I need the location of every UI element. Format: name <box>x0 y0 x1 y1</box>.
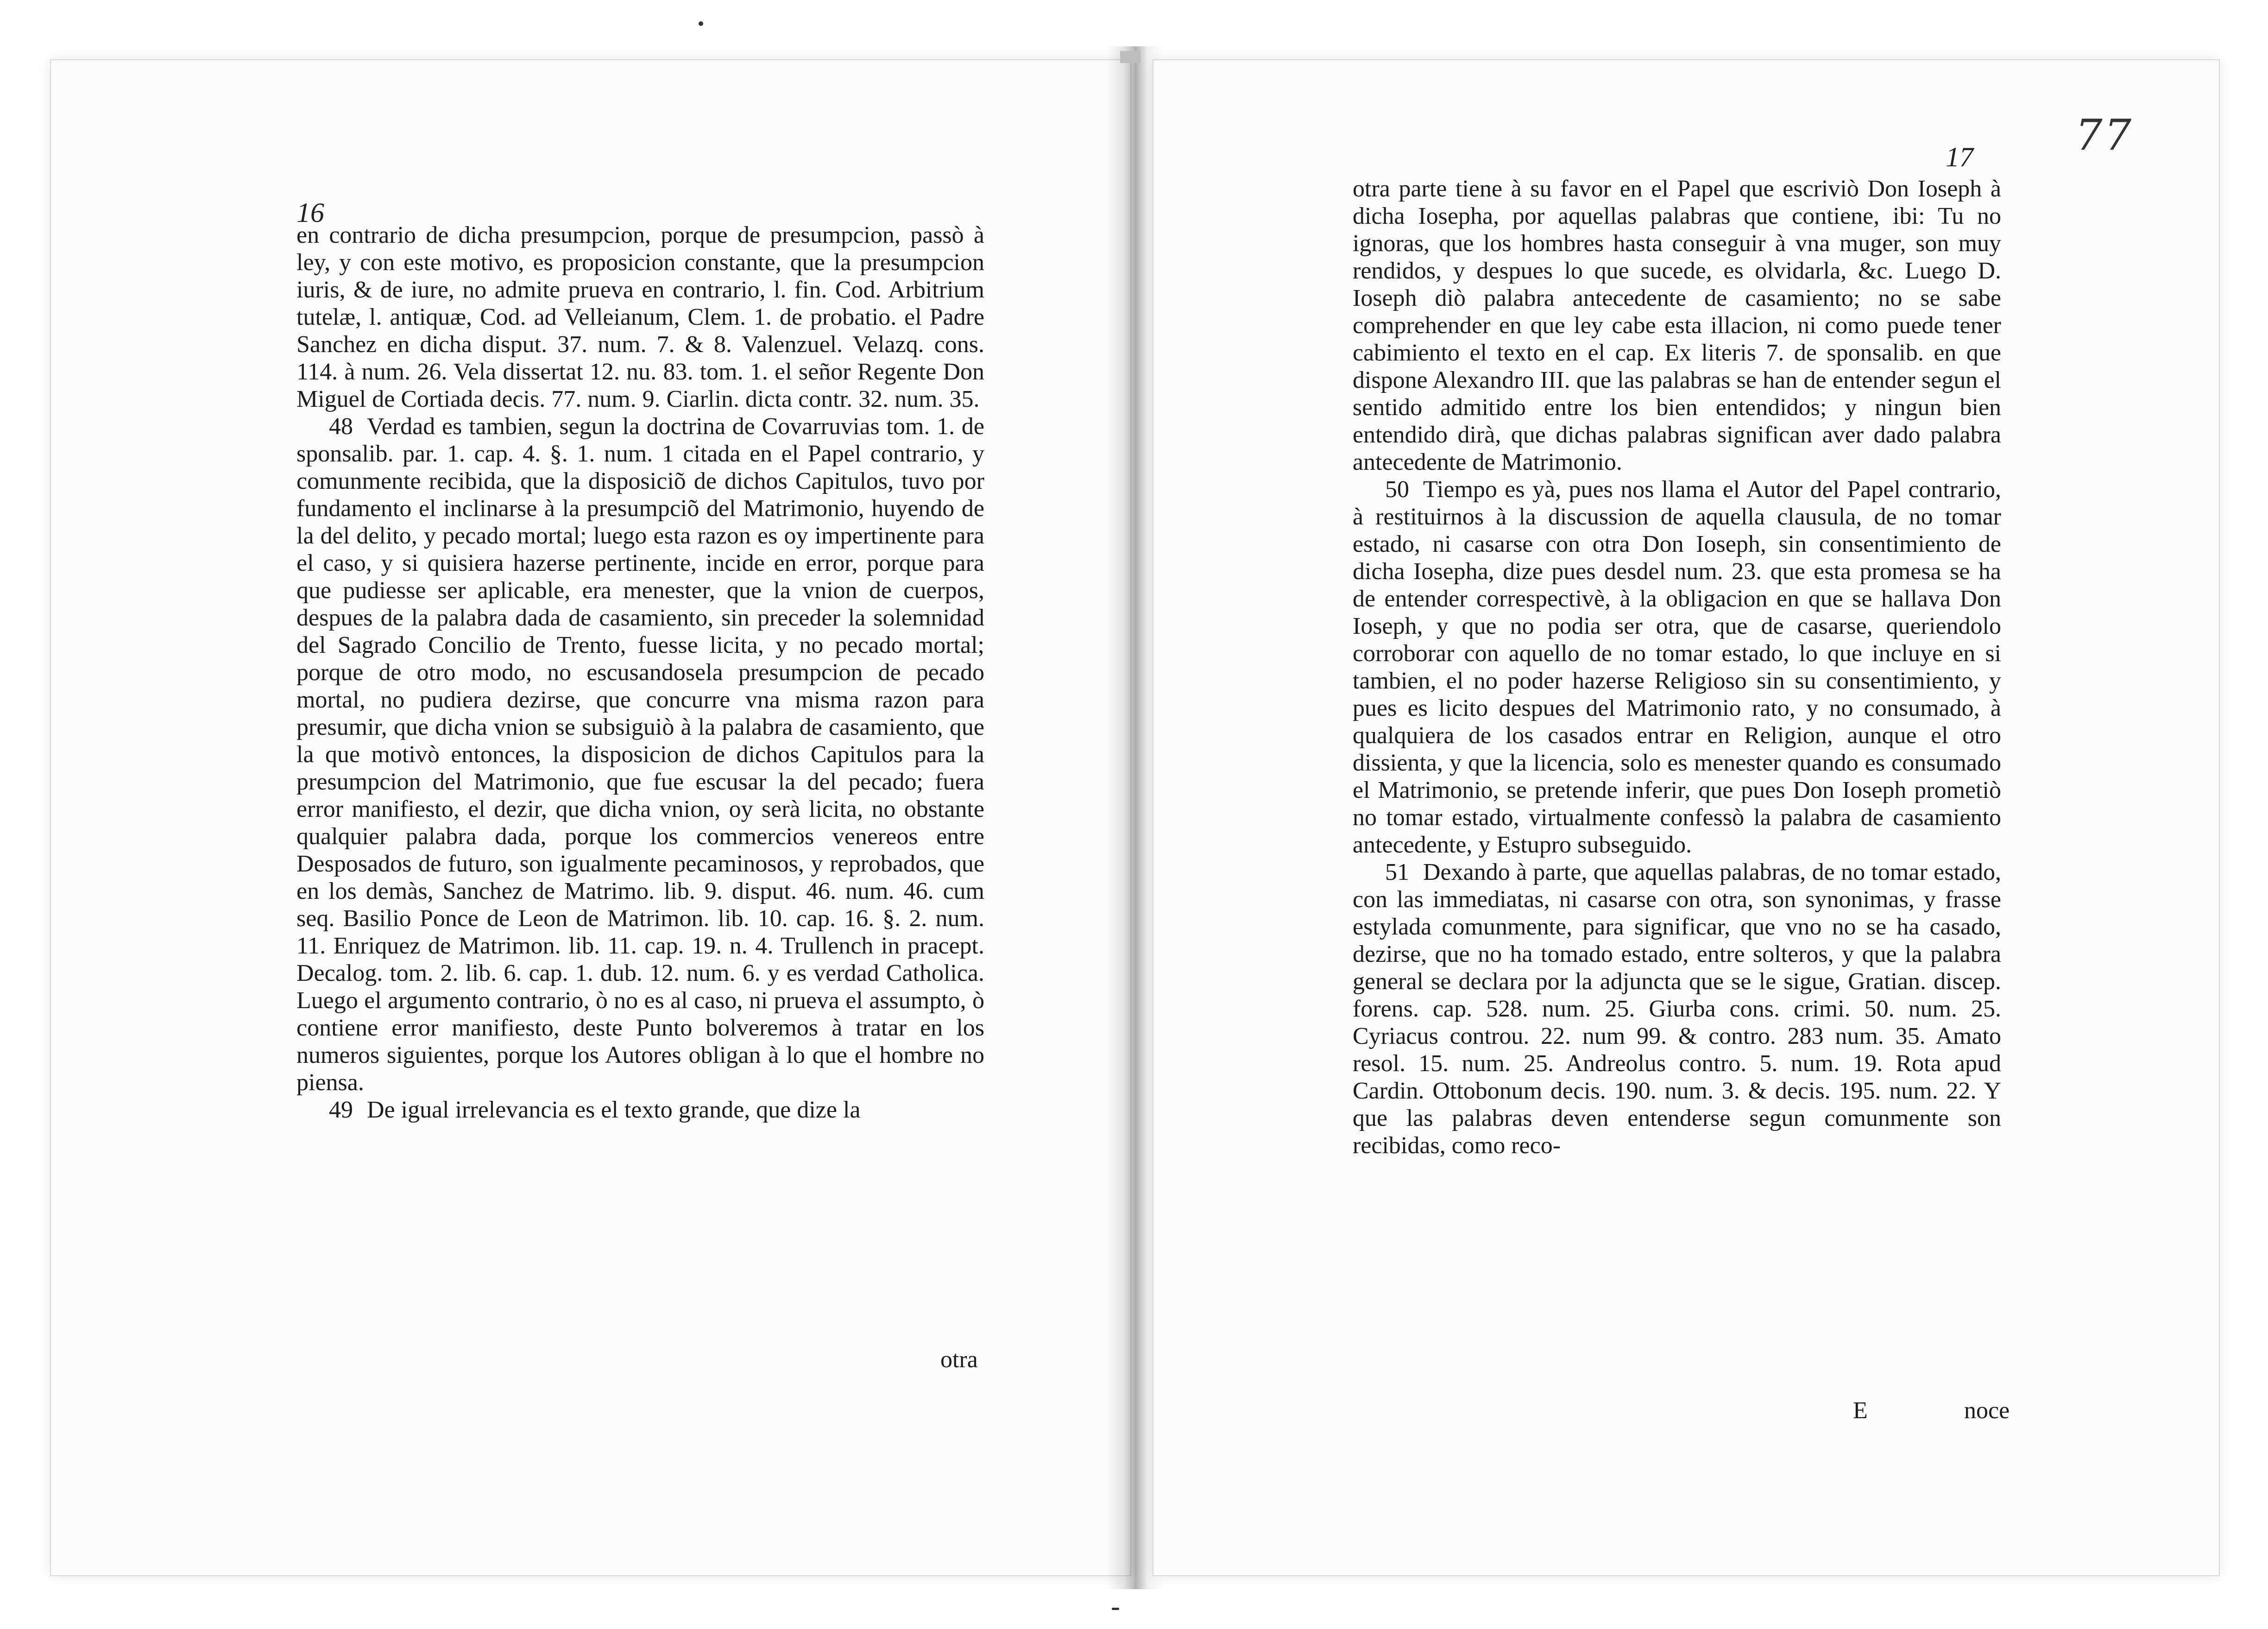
paragraph-number: 50 <box>1385 476 1409 503</box>
paragraph-number: 48 <box>329 413 353 440</box>
paragraph-text: Dexando à parte, que aquellas palabras, de no tomar estado, con las immediatas, ni casarse con otra, son synonimas, y frasse estylada comunmente, para significar, que vno no se ha casado, dezirse, que no ha tomado estado, entre solteros, y que la palabra general se declara por la adjuncta que se le sigue, Gratian. discep. forens. cap. 528. num. 25. Giurba cons. crimi. 50. num. 25. Cyriacus controu. 22. num 99. & contro. 283 num. 35. Amato resol. 15. num. 25. Andreolus contro. 5. num. 19. Rota apud Cardin. Ottobonum decis. 190. num. 3. & decis. 195. num. 22. Y que las palabras deven entenderse segun comunmente son recibidas, como reco- <box>1353 859 2001 1159</box>
left-continuation-text: en contrario de dicha presumpcion, porque de presumpcion, passò à ley, y con este motivo, es proposicion constante, que la presumpcion iuris, & de iure, no admite prueva en contrario, l. fin. Cod. Arbitrium tutelæ, l. antiquæ, Cod. ad Velleianum, Clem. 1. de probatio. el Padre Sanchez en dicha disput. 37. num. 7. & 8. Valenzuel. Velazq. cons. 114. à num. 26. Vela dissertat 12. nu. 83. tom. 1. el señor Regente Don Miguel de Cortiada decis. 77. num. 9. Ciarlin. dicta contr. 32. num. 35. <box>296 222 984 412</box>
gutter-shadow-left <box>1107 46 1135 1589</box>
signature-mark: E <box>1853 1397 1868 1424</box>
dust-speck <box>699 21 703 26</box>
paragraph-number: 51 <box>1385 859 1409 885</box>
paragraph-number: 49 <box>329 1097 353 1123</box>
paragraph-50 <box>1353 476 2001 859</box>
binding-tab <box>1120 51 1140 63</box>
left-page-number: 16 <box>296 197 324 228</box>
left-page-body <box>296 221 984 1124</box>
right-page-number: 17 <box>1946 142 1973 172</box>
paragraph-text: Tiempo es yà, pues nos llama el Autor del Papel contrario, à restituirnos à la discussion de aquella clausula, de no tomar estado, ni casarse con otra Don Ioseph, sin consentimiento de dicha Iosepha, dize pues desdel num. 23. que esta promesa se ha de entender correspectivè, à la obligacion en que se hallava Don Ioseph, y que no podia ser otra, que de casarse, queriendolo corroborar con aquello de no tomar estado, lo que incluye en si tambien, el no poder hazerse Religioso sin su consentimiento, y pues es licito despues del Matrimonio rato, y no consumado, à qualquiera de los casados entrar en Religion, aunque el otro dissienta, y que la licencia, solo es menester quando es consumado el Matrimonio, se pretende inferir, que pues Don Ioseph prometiò no tomar estado, virtualmente confessò la palabra de casamiento antecedente, y Estupro subseguido. <box>1353 476 2001 858</box>
right-page-body <box>1353 175 2001 1159</box>
paragraph-49 <box>296 1096 984 1124</box>
paragraph-51 <box>1353 859 2001 1159</box>
handwritten-folio-number: 77 <box>2075 110 2134 160</box>
right-continuation-text: otra parte tiene à su favor en el Papel que escriviò Don Ioseph à dicha Iosepha, por aquellas palabras que contiene, ibi: Tu no ignoras, que los hombres hasta conseguir à vna muger, son muy rendidos, y despues lo que sucede, es olvidarla, &c. Luego D. Ioseph diò palabra antecedente de casamiento; no se sabe comprehender en que ley cabe esta illacion, ni como puede tener cabimiento el texto en el cap. Ex literis 7. de sponsalib. en que dispone Alexandro III. que las palabras se han de entender segun el sentido admitido entre los bien entendidos; y ningun bien entendido dirà, que dichas palabras significan aver dado palabra antecedente de Matrimonio. <box>1353 176 2001 475</box>
dust-speck <box>1112 1608 1119 1610</box>
paragraph-48 <box>296 413 984 1096</box>
left-catchword: otra <box>940 1346 978 1373</box>
paragraph-text: De igual irrelevancia es el texto grande, que dize la <box>367 1097 861 1123</box>
paragraph-text: Verdad es tambien, segun la doctrina de Covarruvias tom. 1. de sponsalib. par. 1. cap. 4. §. 1. num. 1 citada en el Papel contrario, y comunmente recibida, que la disposiciõ de dichos Capitulos, tuvo por fundamento el inclinarse à la presumpciõ del Matrimonio, huyendo de la del delito, y pecado mortal; luego esta razon es oy impertinente para el caso, y si quisiera hazerse pertinente, incide en error, porque para que pudiesse ser aplicable, era menester, que la vnion de cuerpos, despues de la palabra dada de casamiento, sin preceder la solemnidad del Sagrado Concilio de Trento, fuesse licita, y no pecado mortal; porque de otro modo, no escusandosela presumpcion de pecado mortal, no pudiera dezirse, que concurre vna misma razon para presumir, que dicha vnion se subsiguiò à la palabra de casamiento, que la que motivò entonces, la disposicion de dichos Capitulos para la presumpcion del Matrimonio, que fue escusar la del pecado; fuera error manifiesto, el dezir, que dicha vnion, oy serà licita, no obstante qualquier palabra dada, porque los commercios venereos entre Desposados de futuro, son igualmente pecaminosos, y reprobados, que en los demàs, Sanchez de Matrimo. lib. 9. disput. 46. num. 46. cum seq. Basilio Ponce de Leon de Matrimon. lib. 10. cap. 16. §. 2. num. 11. Enriquez de Matrimon. lib. 11. cap. 19. n. 4. Trullench in pracept. Decalog. tom. 2. lib. 6. cap. 1. dub. 12. num. 6. y es verdad Catholica. Luego el argumento contrario, ò no es al caso, ni prueva el assumpto, ò contiene error manifiesto, deste Punto bolveremos à tratar en los numeros siguientes, porque los Autores obligan à lo que el hombre no piensa. <box>296 413 984 1096</box>
right-catchword: noce <box>1964 1397 2010 1424</box>
